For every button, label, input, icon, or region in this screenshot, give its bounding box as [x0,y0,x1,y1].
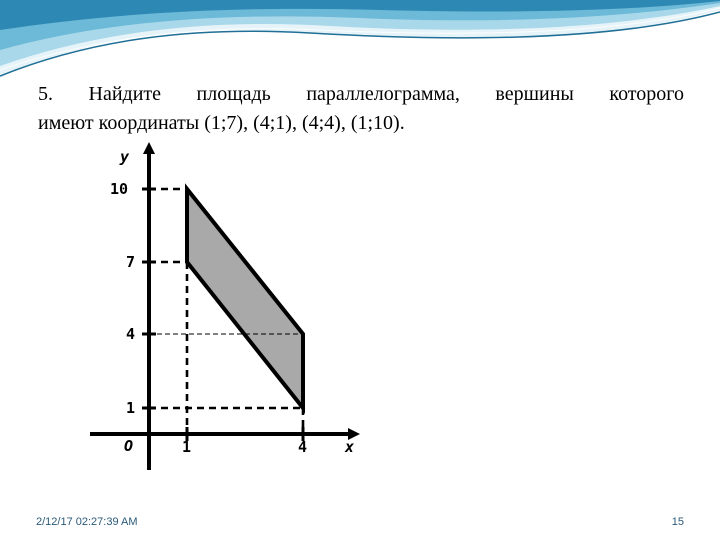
header-wave-decoration [0,0,720,80]
y-tick-1: 1 [126,399,136,417]
x-tick-4: 4 [298,438,308,456]
problem-line-1: 5. Найдите площадь параллелограмма, вершины которого [38,83,684,105]
x-axis-label: x [345,438,355,456]
page-number: 15 [671,516,684,528]
y-tick-10: 10 [110,180,129,198]
y-tick-4: 4 [126,325,136,343]
y-tick-7: 7 [126,253,136,271]
problem-line-2: имеют координаты (1;7), (4;1), (4;4), (1;10). [38,112,405,134]
x-tick-1: 1 [182,438,192,456]
origin-label: O [124,437,134,455]
y-axis-label: y [120,148,130,166]
parallelogram-figure [90,140,362,472]
problem-statement [38,80,684,138]
footer-datetime: 2/12/17 02:27:39 AM [36,516,138,528]
